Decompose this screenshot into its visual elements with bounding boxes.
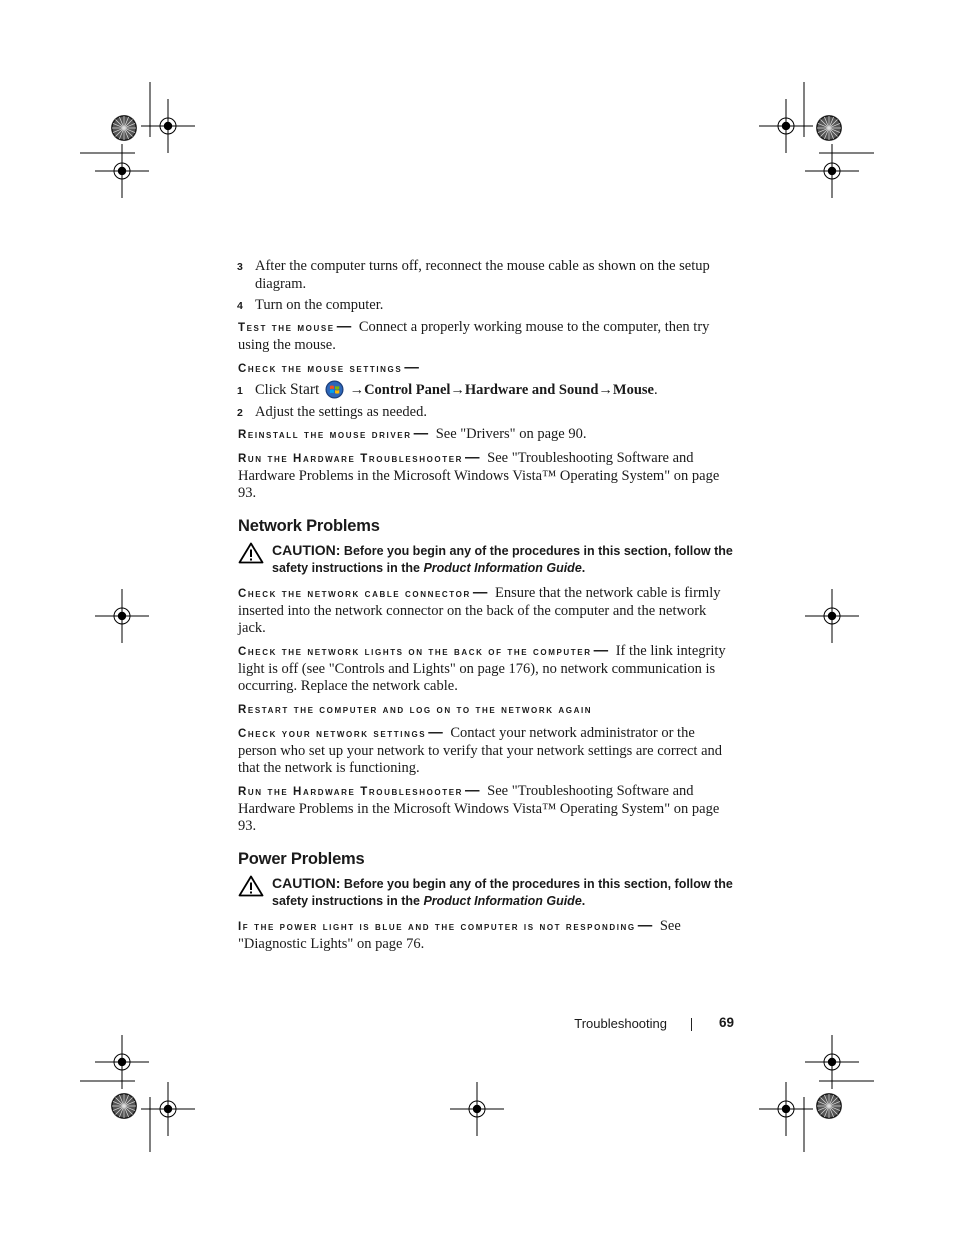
warning-triangle-icon [238, 542, 264, 564]
paragraph-text: See "Diagnostic Lights" on page 76. [238, 918, 681, 952]
em-dash: — [404, 360, 419, 376]
run-in-heading: Reinstall the mouse driver [238, 429, 412, 441]
step-number: 3 [237, 261, 243, 273]
run-in-heading: Check the network cable connector [238, 588, 471, 600]
step-item [237, 258, 736, 293]
step-text: Click [255, 382, 287, 398]
paragraph-text: See "Troubleshooting Software and Hardware Problems in the Microsoft Windows Vista™ Operating System" on page 93. [238, 783, 720, 834]
run-in-heading: Check the network lights on the back of the computer [238, 646, 592, 658]
period: . [653, 382, 658, 398]
guide-title: Product Information Guide [423, 561, 582, 575]
em-dash: — [465, 783, 480, 799]
power-problems-title: Power Problems [238, 850, 365, 868]
paragraph-text: See "Troubleshooting Software and Hardware Problems in the Microsoft Windows Vista™ Operating System" on page 93. [238, 450, 720, 501]
paragraph-text: Connect a properly working mouse to the computer, then try using the mouse. [238, 319, 710, 353]
caution-text: Before you begin any of the procedures in this section, follow the safety instructions in the [272, 544, 733, 575]
caution-text: Before you begin any of the procedures in this section, follow the safety instructions in the [272, 877, 733, 908]
footer-section-name: Troubleshooting [574, 1016, 667, 1031]
period: . [581, 894, 586, 908]
em-dash: — [413, 426, 429, 442]
page-number: 69 [719, 1015, 735, 1030]
test-mouse-paragraph [238, 319, 736, 354]
guide-title: Product Information Guide [423, 894, 582, 908]
step-item [237, 380, 736, 400]
step-item [237, 404, 736, 422]
caution-label: CAUTION: [272, 542, 341, 558]
warning-triangle-icon [238, 875, 264, 897]
step-text: Turn on the computer. [255, 297, 384, 313]
paragraph-text: If the link integrity light is off (see "Controls and Lights" on page 176), no network communication is occurring. Replace the network cable. [238, 643, 726, 694]
run-in-heading: Test the mouse [238, 322, 335, 334]
run-in-heading: Run the Hardware Troubleshooter [238, 786, 464, 798]
step-number: 2 [237, 407, 243, 419]
step-text: Adjust the settings as needed. [255, 404, 427, 420]
run-in-heading: If the power light is blue and the computer is not responding [238, 921, 636, 933]
caution-notice [238, 875, 736, 910]
network-problems-title: Network Problems [238, 517, 380, 535]
em-dash: — [336, 319, 352, 335]
em-dash: — [465, 450, 480, 466]
step-item [237, 297, 736, 315]
caution-notice [238, 542, 736, 577]
network-lights-paragraph [238, 643, 736, 695]
check-mouse-settings-heading [238, 360, 736, 378]
footer-divider [691, 1018, 692, 1031]
run-in-heading: Check the mouse settings [238, 363, 403, 375]
reinstall-driver-paragraph [238, 426, 736, 444]
em-dash: — [472, 585, 488, 601]
em-dash: — [593, 643, 609, 659]
em-dash: — [428, 725, 443, 741]
paragraph-text: Ensure that the network cable is firmly inserted into the network connector on the back of the computer and the network jack. [238, 585, 721, 636]
paragraph-text: Contact your network administrator or the person who set up your network to verify that your network settings are correct and that the network is functioning. [238, 725, 723, 776]
start-label: Start [290, 381, 320, 398]
step-number: 1 [237, 385, 243, 397]
page-footer [0, 1015, 954, 1035]
power-light-paragraph [238, 918, 736, 953]
restart-paragraph [238, 701, 736, 719]
troubleshooter-paragraph [238, 450, 736, 502]
run-in-heading: Run the Hardware Troubleshooter [238, 453, 464, 465]
troubleshooter-paragraph [238, 783, 736, 835]
step-text: After the computer turns off, reconnect the mouse cable as shown on the setup diagram. [255, 258, 710, 292]
windows-start-icon [325, 380, 344, 399]
network-cable-paragraph [238, 585, 736, 637]
caution-label: CAUTION: [272, 875, 341, 891]
em-dash: — [637, 918, 653, 934]
step-number: 4 [237, 300, 243, 312]
page-content [238, 258, 736, 959]
menu-path: →Control Panel→Hardware and Sound→Mouse [349, 382, 654, 398]
period: . [581, 561, 586, 575]
paragraph-text: See "Drivers" on page 90. [435, 426, 587, 442]
run-in-heading: Check your network settings [238, 728, 427, 740]
network-settings-paragraph [238, 725, 736, 777]
run-in-heading: Restart the computer and log on to the network again [238, 704, 593, 716]
